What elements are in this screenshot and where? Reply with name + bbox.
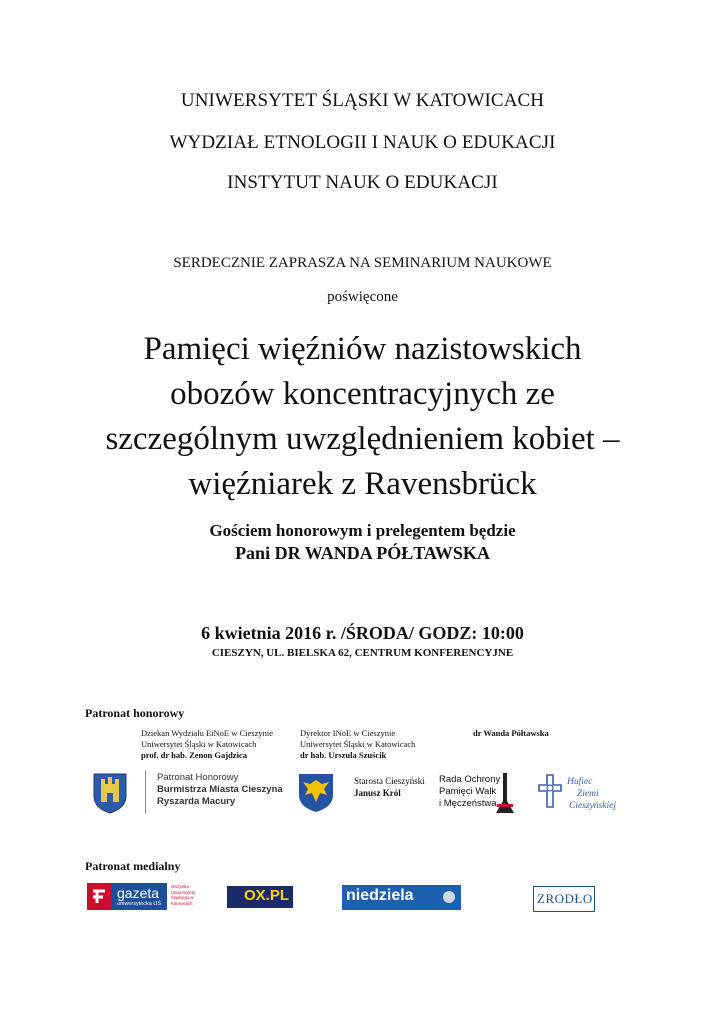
starosta-title: Starosta Cieszyński xyxy=(354,776,425,786)
patron-director xyxy=(300,728,415,761)
gazeta-side-text: Wszystko Uniwersytetu Śląskiego w Katowicach xyxy=(171,884,196,906)
scout-line-2: Ziemi xyxy=(577,789,599,799)
faculty-name: WYDZIAŁ ETNOLOGII I NAUK O EDUKACJI xyxy=(169,132,556,153)
university-name: UNIWERSYTET ŚLĄSKI W KATOWICACH xyxy=(180,90,545,111)
scout-line-1: Hufiec xyxy=(567,777,593,787)
patron-poltawska: dr Wanda Półtawska xyxy=(473,728,549,738)
title-line-4: więźniarek z Ravensbrück xyxy=(188,466,537,502)
scout-cross-icon xyxy=(537,773,563,809)
gazeta-wordmark: gazeta xyxy=(117,885,160,901)
title-line-1: Pamięci więźniów nazistowskich xyxy=(143,331,582,367)
scout-district-text xyxy=(567,776,616,812)
mayor-patronage xyxy=(157,772,283,808)
starosta xyxy=(354,775,425,799)
zrodlo-logo xyxy=(533,886,595,912)
mayor-label: Patronat Honorowy xyxy=(157,772,239,783)
mayor-name: Ryszarda Macury xyxy=(157,796,236,807)
council-line-2: Pamięci Walk xyxy=(439,786,497,797)
gazeta-subtitle: uniwersytecka UŚ xyxy=(117,901,162,907)
gazeta-mark-icon xyxy=(87,883,111,910)
zrodlo-wordmark: ZRODŁO xyxy=(537,891,593,906)
guest-name: Pani DR WANDA PÓŁTAWSKA xyxy=(235,543,490,563)
gazeta-logo xyxy=(87,883,167,910)
council-logo-text xyxy=(439,774,500,810)
event-place: CIESZYN, UL. BIELSKA 62, CENTRUM KONFERENCYJNE xyxy=(211,647,514,659)
council-line-3: i Męczeństwa xyxy=(439,798,497,809)
scout-line-3: Cieszyńskiej xyxy=(569,801,616,811)
niedziela-logo xyxy=(342,885,461,910)
niedziela-wordmark: niedziela xyxy=(346,887,414,904)
starosta-name: Janusz Król xyxy=(354,788,401,798)
mayor-city: Burmistrza Miasta Cieszyna xyxy=(157,784,283,795)
honorary-patronage-heading: Patronat honorowy xyxy=(85,706,185,720)
patron-dean xyxy=(141,728,273,761)
devoted-line: poświęcone xyxy=(327,289,398,305)
patron-dean-uni: Uniwersytet Śląski w Katowicach xyxy=(141,739,257,749)
title-line-2: obozów koncentracyjnych ze xyxy=(170,376,555,412)
cieszyn-coat-of-arms-icon xyxy=(90,770,130,814)
county-eagle-crest-icon xyxy=(296,771,336,813)
title-line-3: szczególnym uwzględnieniem kobiet – xyxy=(105,421,620,457)
divider xyxy=(145,770,146,814)
patron-director-role: Dyrektor INoE w Cieszynie xyxy=(300,728,396,738)
media-patronage-heading: Patronat medialny xyxy=(85,859,181,873)
patron-dean-name: prof. dr hab. Zenon Gajdzica xyxy=(141,750,247,760)
patron-dean-role: Dziekan Wydziału EiNoE w Cieszynie xyxy=(141,728,273,738)
ox-wordmark: OX.PL xyxy=(243,887,289,904)
monument-icon xyxy=(494,771,516,815)
patron-director-name: dr hab. Urszula Szuścik xyxy=(300,750,387,760)
seminar-title xyxy=(0,327,725,507)
guest-intro: Gościem honorowym i prelegentem będzie xyxy=(209,521,516,540)
patron-director-uni: Uniwersytet Śląski w Katowicach xyxy=(300,739,416,749)
institute-name: INSTYTUT NAUK O EDUKACJI xyxy=(227,172,498,193)
council-line-1: Rada Ochrony xyxy=(439,774,501,785)
invite-line: SERDECZNIE ZAPRASZA NA SEMINARIUM NAUKOWE xyxy=(173,255,552,271)
globe-icon xyxy=(443,891,455,903)
event-date: 6 kwietnia 2016 r. /ŚRODA/ GODZ: 10:00 xyxy=(201,623,524,643)
ox-logo xyxy=(227,886,293,908)
